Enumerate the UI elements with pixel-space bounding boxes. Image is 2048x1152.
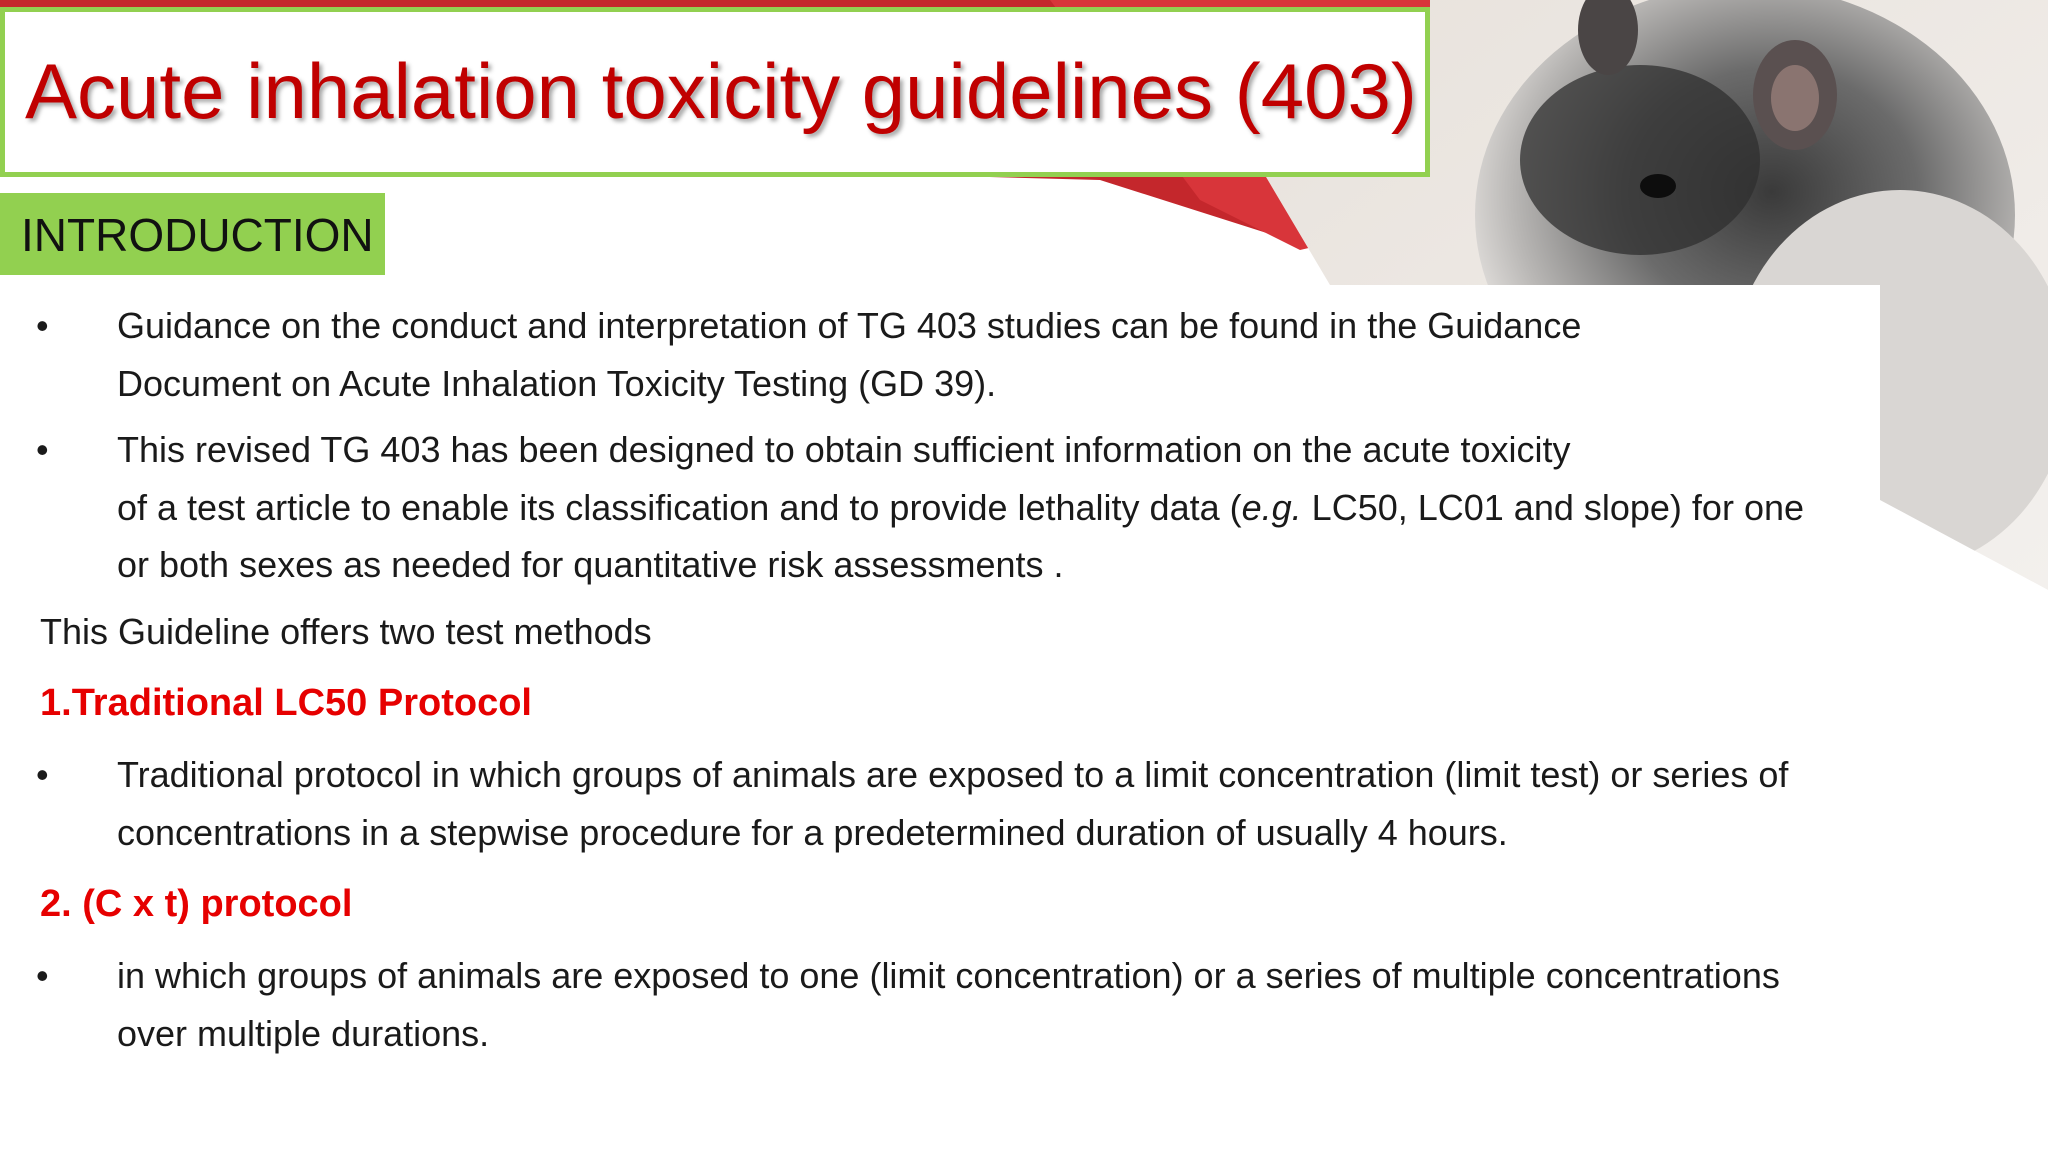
bullet-line-italic: e.g.: [1241, 486, 1302, 528]
bullet-text: [117, 947, 1897, 1062]
bullet-line-part: LC50, LC01 and slope) for one: [1301, 486, 1805, 528]
bullet-text: [117, 746, 1897, 861]
bullet-icon: •: [36, 429, 49, 470]
method2-heading: 2. (C x t) protocol: [40, 883, 353, 925]
bullet-line: Guidance on the conduct and interpretation of TG 403 studies can be found in the Guidance: [117, 305, 1582, 346]
bullet-line: [117, 479, 1897, 537]
section-label: INTRODUCTION: [21, 209, 374, 261]
bullet-line-part: of a test article to enable its classification and to provide lethality data (: [117, 486, 1242, 528]
bullet-text: [117, 297, 1897, 412]
bullet-icon: •: [36, 305, 49, 346]
bullet-line: or both sexes as needed for quantitative risk assessments .: [117, 544, 1064, 585]
bullet-line: concentrations in a stepwise procedure for a predetermined duration of usually 4 hours.: [117, 811, 1508, 853]
method1-heading: 1.Traditional LC50 Protocol: [40, 682, 532, 724]
bullet-icon: •: [36, 955, 49, 996]
slide-title: Acute inhalation toxicity guidelines (403): [25, 47, 1417, 135]
methods-intro: This Guideline offers two test methods: [40, 611, 652, 652]
bullet-line: over multiple durations.: [117, 1012, 490, 1054]
bullet-line: in which groups of animals are exposed to one (limit concentration) or a series of multiple concentrations: [117, 955, 1780, 996]
bullet-icon: •: [36, 754, 49, 795]
bullet-line: Traditional protocol in which groups of animals are exposed to a limit concentration (limit test) or series of: [117, 754, 1789, 795]
bullet-line: This revised TG 403 has been designed to obtain sufficient information on the acute toxicity: [117, 429, 1571, 470]
bullet-text: [117, 421, 1897, 594]
bullet-line: Document on Acute Inhalation Toxicity Testing (GD 39).: [117, 362, 997, 404]
